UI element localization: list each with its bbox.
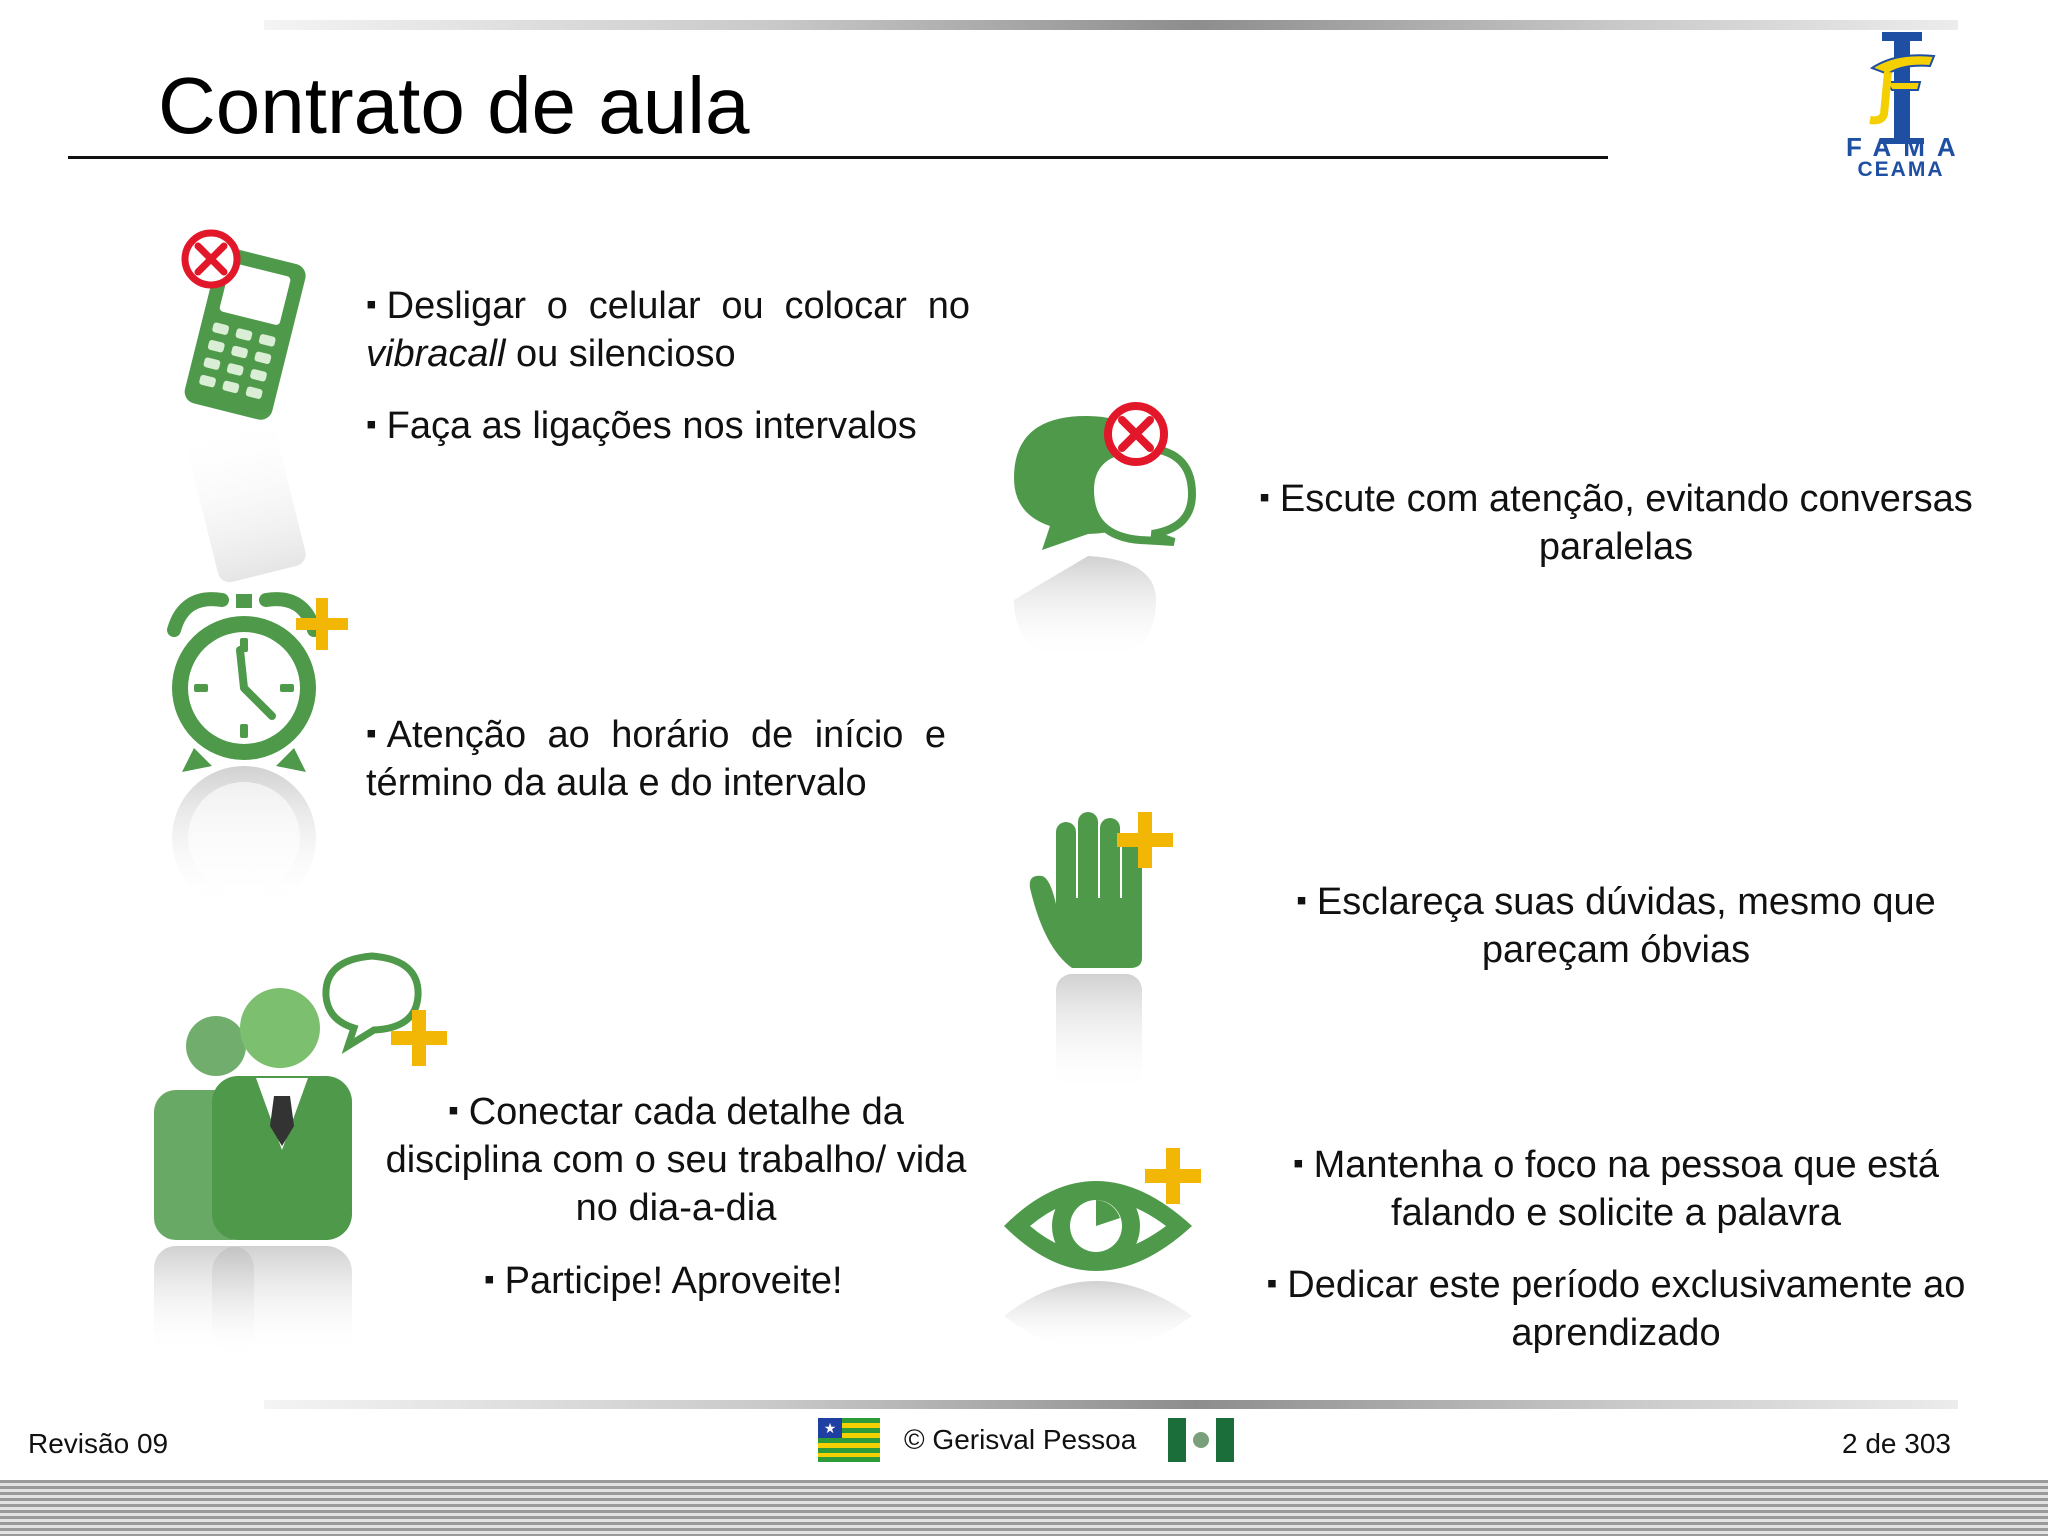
chat-line1: Escute com atenção, evitando conversas <box>1279 478 1973 520</box>
logo-subtitle: CEAMA <box>1857 158 1945 181</box>
footer-revision: Revisão 09 <box>28 1428 169 1459</box>
eye-bullet-1 <box>1226 1140 2006 1237</box>
bottom-stripes <box>0 1480 2048 1536</box>
phone-b1-line1: Desligar o celular ou colocar no <box>386 285 970 327</box>
phone-bullet-1 <box>366 281 970 378</box>
people-line1: Conectar cada detalhe da <box>468 1091 904 1133</box>
top-rule <box>264 20 1958 30</box>
clock-line2: término da aula e do intervalo <box>366 762 867 804</box>
slide-title: Contrato de aula <box>158 61 750 150</box>
people-b2-text: Participe! Aproveite! <box>504 1260 843 1302</box>
speech-bubble-no-icon <box>1006 400 1216 680</box>
people-line2: disciplina com o seu trabalho/ vida <box>385 1139 967 1181</box>
logo-name: FAMA <box>1846 132 1968 162</box>
hand-line2: pareçam óbvias <box>1481 929 1751 971</box>
clock-line1: Atenção ao horário de início e <box>386 714 946 756</box>
eye-b1-line1: Mantenha o foco na pessoa que está <box>1313 1144 1939 1186</box>
teresina-flag-icon <box>1168 1418 1234 1462</box>
phone-b1-rest: ou silencioso <box>505 333 736 375</box>
clock-bullet <box>366 710 946 807</box>
people-bullet <box>366 1087 986 1232</box>
eye-bullet-2 <box>1226 1260 2006 1357</box>
title-underline <box>68 156 1608 159</box>
chat-line2: paralelas <box>1538 526 1694 568</box>
hand-line1: Esclareça suas dúvidas, mesmo que <box>1316 881 1936 923</box>
piaui-flag-icon <box>818 1418 880 1462</box>
raised-hand-icon <box>1020 808 1190 1118</box>
eye-b2-line2: aprendizado <box>1511 1312 1721 1354</box>
mobile-phone-off-icon <box>160 225 330 585</box>
eye-b2-line1: Dedicar este período exclusivamente ao <box>1287 1264 1966 1306</box>
footer-author: © Gerisval Pessoa <box>904 1424 1137 1455</box>
people-line3: no dia-a-dia <box>575 1187 777 1229</box>
svg-text:★: ★ <box>823 1421 837 1437</box>
people-bullet-2 <box>484 1256 843 1305</box>
footer-page-number: 2 de 303 <box>1842 1428 1951 1459</box>
bottom-rule <box>264 1400 1958 1409</box>
alarm-clock-icon <box>164 588 374 938</box>
phone-b2-text: Faça as ligações nos intervalos <box>386 405 917 447</box>
eye-b1-line2: falando e solicite a palavra <box>1391 1192 1841 1234</box>
phone-b1-italic: vibracall <box>366 333 506 375</box>
eye-focus-icon <box>1000 1146 1210 1396</box>
phone-bullet-2 <box>366 401 917 450</box>
chat-bullet <box>1226 474 2006 571</box>
hand-bullet <box>1226 877 2006 974</box>
